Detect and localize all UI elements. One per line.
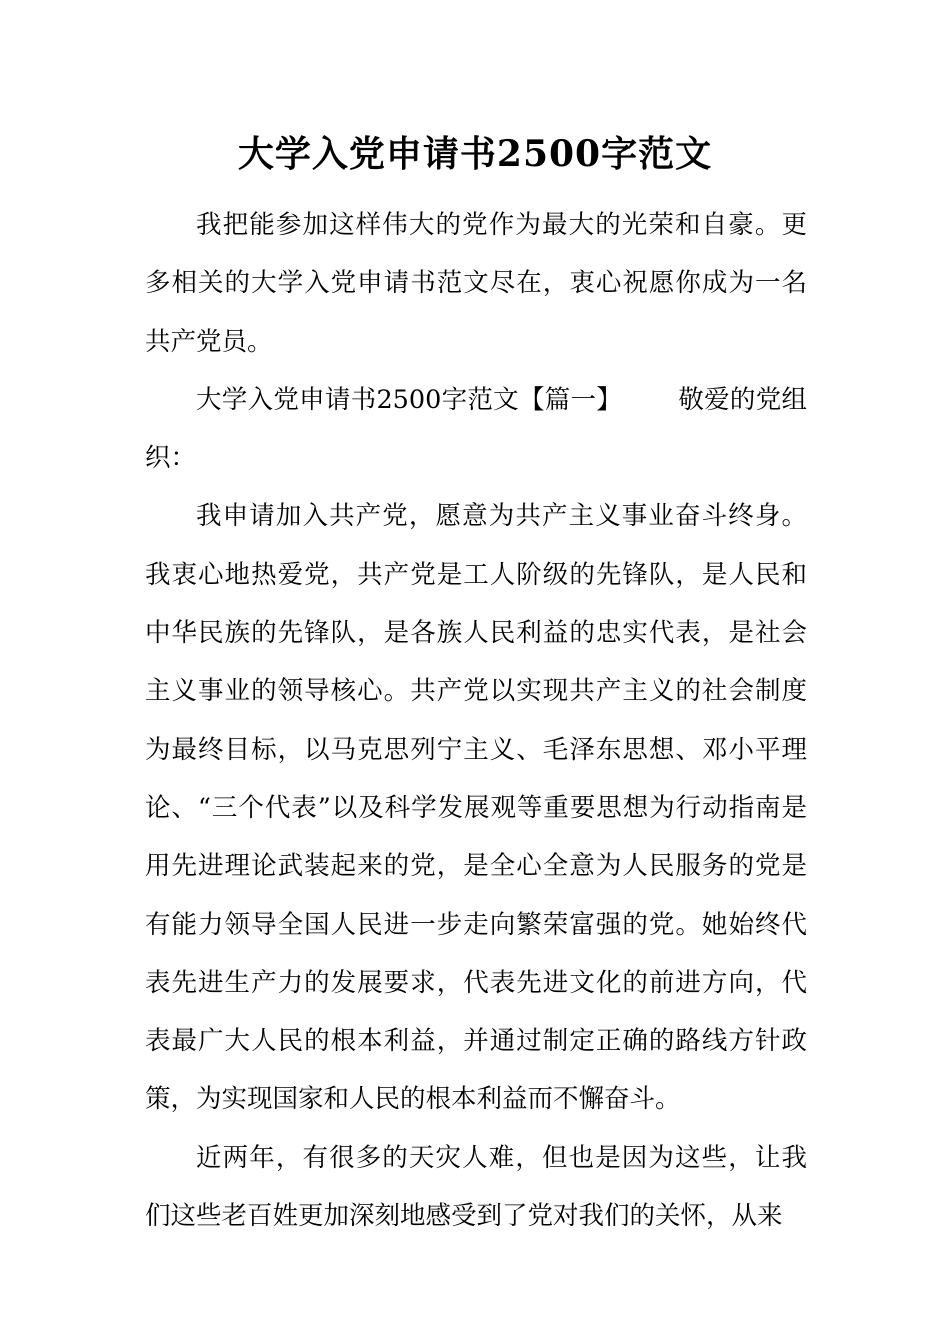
section-heading: 大学入党申请书2500字范文【篇一】 [196, 384, 623, 415]
intro-paragraph: 我把能参加这样伟大的党作为最大的光荣和自豪。更多相关的大学入党申请书范文尽在，衷心祝愿你成为一名共产党员。 [145, 210, 807, 357]
document-title: 大学入党申请书2500字范文 [237, 133, 713, 175]
document-body [145, 196, 807, 1245]
section-heading-paragraph [145, 371, 807, 488]
body-paragraph-1: 我申请加入共产党，愿意为共产主义事业奋斗终身。我衷心地热爱党，共产党是工人阶级的先锋队，是人民和中华民族的先锋队，是各族人民利益的忠实代表，是社会主义事业的领导核心。共产党以实现共产主义的社会制度为最终目标，以马克思列宁主义、毛泽东思想、邓小平理论、“三个代表”以及科学发展观等重要思想为行动指南是用先进理论武装起来的党，是全心全意为人民服务的党是有能力领导全国人民进一步走向繁荣富强的党。她始终代表先进生产力的发展要求，代表先进文化的前进方向，代表最广大人民的根本利益，并通过制定正确的路线方针政策，为实现国家和人民的根本利益而不懈奋斗。 [145, 501, 807, 1115]
salutation: 敬爱的党组织： [145, 384, 807, 474]
body-paragraph-2: 近两年，有很多的天灾人难，但也是因为这些，让我们这些老百姓更加深刻地感受到了党对我们的关怀，从来 [145, 1142, 807, 1232]
